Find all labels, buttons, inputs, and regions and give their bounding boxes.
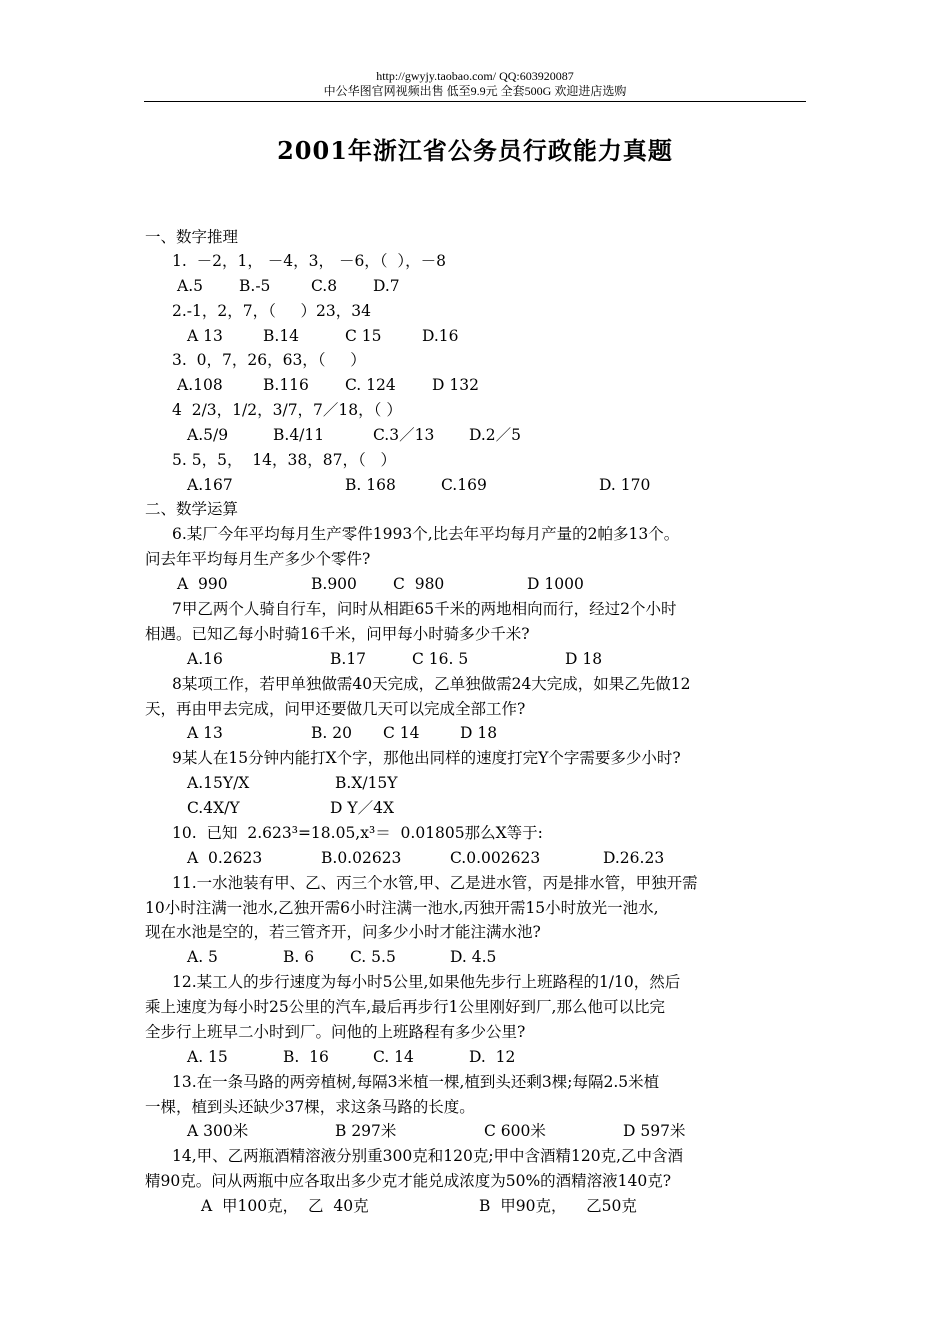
q4-option-d: D.2／5 — [469, 426, 522, 444]
q7-option-b: B.17 — [330, 650, 367, 668]
question-14-stem-line1: 14,甲、乙两瓶酒精溶液分别重300克和120克;甲中含酒精120克,乙中含酒 — [172, 1147, 684, 1165]
q1-option-d: D.7 — [373, 277, 400, 295]
q12-option-a: A. 15 — [187, 1048, 228, 1066]
q10-option-d: D.26.23 — [603, 849, 665, 867]
q10-option-c: C.0.002623 — [450, 849, 541, 867]
q4-option-b: B.4/11 — [273, 426, 325, 444]
q7-option-d: D 18 — [565, 650, 603, 668]
q13-option-c: C 600米 — [484, 1122, 546, 1140]
q6-option-a: A 990 — [177, 575, 228, 593]
q11-option-c: C. 5.5 — [350, 948, 396, 966]
q2-option-a: A 13 — [187, 327, 223, 345]
q6-option-b: B.900 — [311, 575, 357, 593]
q11-option-d: D. 4.5 — [450, 948, 497, 966]
q1-option-a: A.5 — [177, 277, 203, 295]
q11-option-a: A. 5 — [187, 948, 218, 966]
q4-option-a: A.5/9 — [187, 426, 229, 444]
q12-option-c: C. 14 — [373, 1048, 414, 1066]
q8-option-c: C 14 — [383, 724, 420, 742]
q1-option-c: C.8 — [311, 277, 338, 295]
question-7-stem-line2: 相遇。已知乙每小时骑16千米，问甲每小时骑多少千米? — [145, 625, 530, 643]
question-11-stem-line2: 10小时注满一池水,乙独开需6小时注满一池水,丙独开需15小时放光一池水, — [145, 899, 659, 917]
q3-option-b: B.116 — [263, 376, 309, 394]
question-12-stem-line1: 12.某工人的步行速度为每小时5公里,如果他先步行上班路程的1/10，然后 — [172, 973, 681, 991]
header-rule — [144, 101, 806, 102]
page-title: 2001年浙江省公务员行政能力真题 — [277, 136, 673, 165]
q12-option-b: B. 16 — [283, 1048, 329, 1066]
question-3-stem: 3. 0，7，26，63，（ ） — [172, 351, 366, 369]
question-13-stem-line1: 13.在一条马路的两旁植树,每隔3米植一棵,植到头还剩3棵;每隔2.5米植 — [172, 1073, 660, 1091]
question-5-stem: 5. 5，5， 14，38，87，（ ） — [172, 451, 396, 469]
section-heading-number-series: 一、数字推理 — [145, 228, 239, 246]
q9-option-d: D Y／4X — [330, 799, 394, 817]
question-8-stem-line1: 8某项工作，若甲单独做需40天完成，乙单独做需24大完成，如果乙先做12 — [172, 675, 691, 693]
q5-option-a: A.167 — [187, 476, 233, 494]
question-8-stem-line2: 天，再由甲去完成，问甲还要做几天可以完成全部工作? — [145, 700, 526, 718]
q10-option-b: B.0.02623 — [321, 849, 402, 867]
section-heading-math: 二、数学运算 — [145, 500, 239, 518]
question-12-stem-line3: 全步行上班早二小时到厂。问他的上班路程有多少公里? — [145, 1023, 526, 1041]
q11-option-b: B. 6 — [283, 948, 315, 966]
question-9-stem: 9某人在15分钟内能打X个字，那他出同样的速度打完Y个字需要多少小时? — [172, 749, 681, 767]
q13-option-a: A 300米 — [187, 1122, 249, 1140]
q5-option-c: C.169 — [441, 476, 487, 494]
q3-option-d: D 132 — [432, 376, 479, 394]
q2-option-b: B.14 — [263, 327, 300, 345]
question-4-stem: 4 2/3，1/2，3/7，7／18，（ ） — [172, 401, 402, 419]
q2-option-c: C 15 — [345, 327, 382, 345]
q14-option-b: B 甲90克， 乙50克 — [479, 1197, 637, 1215]
q7-option-c: C 16. 5 — [412, 650, 469, 668]
q1-option-b: B.-5 — [239, 277, 271, 295]
question-12-stem-line2: 乘上速度为每小时25公里的汽车,最后再步行1公里刚好到厂,那么他可以比完 — [145, 998, 665, 1016]
q3-option-a: A.108 — [177, 376, 223, 394]
q2-option-d: D.16 — [422, 327, 459, 345]
q10-option-a: A 0.2623 — [187, 849, 263, 867]
q6-option-d: D 1000 — [527, 575, 584, 593]
q9-option-b: B.X/15Y — [335, 774, 398, 792]
header-url-line: http://gwyjy.taobao.com/ QQ:603920087 — [376, 69, 574, 83]
q4-option-c: C.3／13 — [373, 426, 435, 444]
q8-option-b: B. 20 — [311, 724, 352, 742]
header-ad-line: 中公华图官网视频出售 低至9.9元 全套500G 欢迎进店选购 — [323, 84, 627, 98]
question-13-stem-line2: 一棵，植到头还缺少37棵，求这条马路的长度。 — [145, 1098, 475, 1116]
question-6-stem-line1: 6.某厂今年平均每月生产零件1993个,比去年平均每月产量的2帕多13个。 — [172, 525, 680, 543]
q9-option-c: C.4X/Y — [187, 799, 240, 817]
q13-option-d: D 597米 — [623, 1122, 686, 1140]
question-11-stem-line3: 现在水池是空的，若三管齐开，问多少小时才能注满水池? — [145, 923, 541, 941]
q6-option-c: C 980 — [393, 575, 445, 593]
question-10-stem: 10. 已知 2.623³=18.05,x³＝ 0.01805那么X等于: — [172, 824, 543, 842]
q9-option-a: A.15Y/X — [187, 774, 250, 792]
q13-option-b: B 297米 — [335, 1122, 397, 1140]
q8-option-a: A 13 — [187, 724, 223, 742]
question-1-stem: 1. －2，1， －4，3， －6，（ ），－8 — [172, 252, 447, 270]
question-14-stem-line2: 精90克。问从两瓶中应各取出多少克才能兑成浓度为50%的酒精溶液140克? — [145, 1172, 672, 1190]
question-2-stem: 2.-1，2，7，（ ）23，34 — [172, 302, 371, 320]
q5-option-b: B. 168 — [345, 476, 396, 494]
q5-option-d: D. 170 — [599, 476, 651, 494]
q7-option-a: A.16 — [187, 650, 223, 668]
question-11-stem-line1: 11.一水池装有甲、乙、丙三个水管,甲、乙是进水管，丙是排水管，甲独开需 — [172, 874, 698, 892]
q8-option-d: D 18 — [460, 724, 498, 742]
question-7-stem-line1: 7甲乙两个人骑自行车，问时从相距65千米的两地相向而行，经过2个小时 — [172, 600, 677, 618]
question-6-stem-line2: 问去年平均每月生产多少个零件? — [145, 550, 371, 568]
q12-option-d: D. 12 — [469, 1048, 516, 1066]
q3-option-c: C. 124 — [345, 376, 396, 394]
q14-option-a: A 甲100克， 乙 40克 — [201, 1197, 369, 1215]
